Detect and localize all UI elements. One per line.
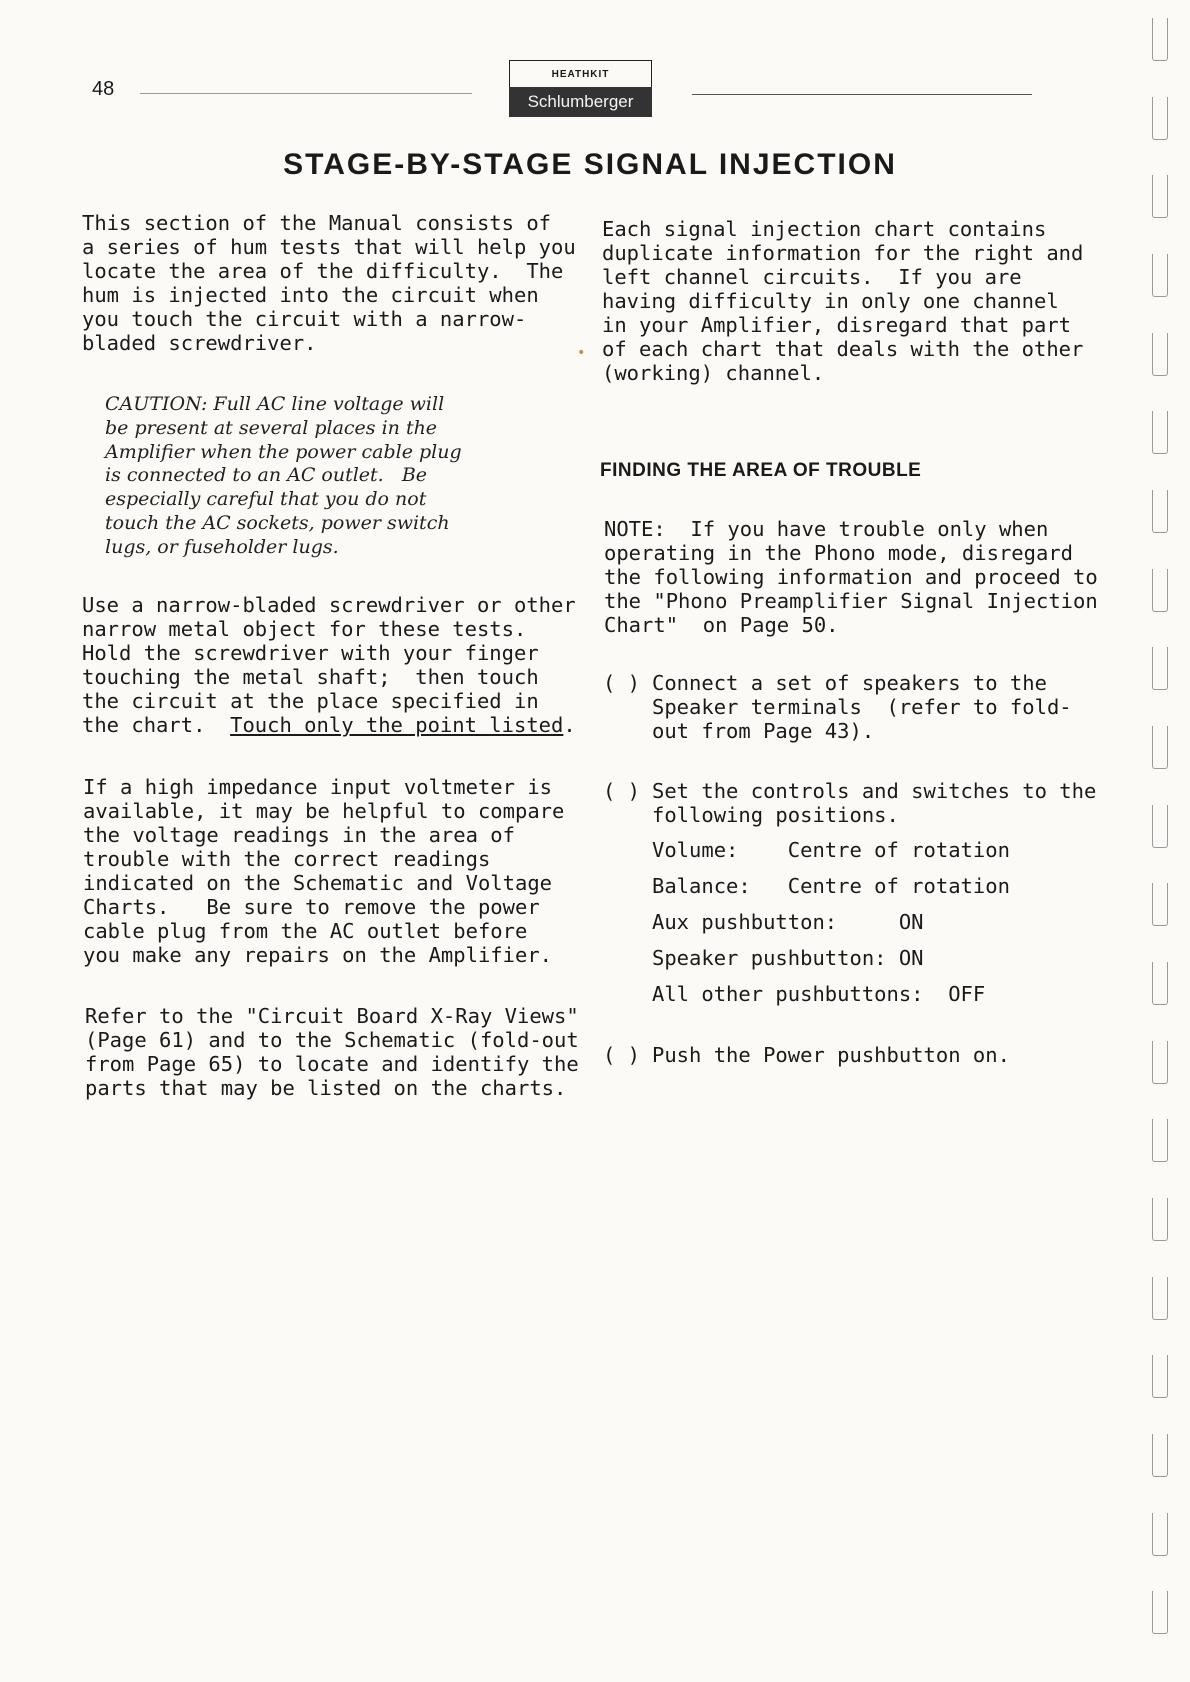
phono-note: NOTE: If you have trouble only when operating in the Phono mode, disregard the following information and proceed to the "Phono Preamplifier Signal Injection Chart" on Page 50. [604,517,1098,637]
checkbox[interactable]: ( ) [603,779,641,803]
binder-tab [1152,97,1168,140]
binder-tab [1152,1434,1168,1477]
chart-info-paragraph: Each signal injection chart contains duplicate information for the right and left channel circuits. If you are having difficulty in only one channel in your Amplifier, disregard that part of each chart that deals with the other (working) channel. [602,217,1084,385]
caution-note: CAUTION: Full AC line voltage will be present at several places in the Amplifier when the power cable plug is connected to an AC outlet. Be especially careful that you do not touch the AC sockets, power switch lugs, or fuseholder lugs. [105,393,462,558]
intro-paragraph: This section of the Manual consists of a series of hum tests that will help you locate the area of the difficulty. The hum is injected into the circuit when you touch the circuit with a narrow- bladed screwdriver. [82,211,576,355]
setting-other: All other pushbuttons: OFF [652,982,986,1006]
checkbox[interactable]: ( ) [603,671,641,695]
page-number: 48 [92,78,115,100]
binder-tab [1152,175,1168,218]
header-rule-left [140,93,472,94]
margin-mark: • [577,345,586,361]
step-text: Set the controls and switches to the following positions. [652,779,1097,827]
screwdriver-text-end: . [563,713,576,737]
binder-tab [1152,962,1168,1005]
binder-tab [1152,1355,1168,1398]
binder-tab [1152,490,1168,533]
binder-tab [1152,1041,1168,1084]
binder-tab [1152,805,1168,848]
setting-speaker: Speaker pushbutton: ON [652,946,924,970]
binder-tab [1152,333,1168,376]
binder-tab [1152,1277,1168,1320]
brand-heathkit: HEATHKIT [509,60,652,87]
binder-tab [1152,254,1168,297]
setting-aux: Aux pushbutton: ON [652,910,924,934]
setting-balance: Balance: Centre of rotation [652,874,1010,898]
binder-tab [1152,569,1168,612]
binder-tab [1152,411,1168,454]
brand-schlumberger: Schlumberger [509,87,652,117]
step-text: Push the Power pushbutton on. [652,1043,1010,1067]
page-title: STAGE-BY-STAGE SIGNAL INJECTION [283,148,897,181]
binder-tab [1152,1119,1168,1162]
checkbox[interactable]: ( ) [603,1043,641,1067]
binder-tab [1152,1513,1168,1556]
binder-tab [1152,1198,1168,1241]
voltmeter-paragraph: If a high impedance input voltmeter is available, it may be helpful to compare the voltage readings in the area of trouble with the correct readings indicated on the Schematic and Voltage Charts. Be sure to remove the power cable plug from the AC outlet before you make any repairs on the Amplifier. [83,775,565,967]
brand-logo [509,60,652,118]
binder-tab [1152,18,1168,61]
section-heading: FINDING THE AREA OF TROUBLE [600,460,922,481]
binder-tab [1152,883,1168,926]
screwdriver-paragraph [82,593,576,737]
setting-volume: Volume: Centre of rotation [652,838,1010,862]
binder-tab [1152,647,1168,690]
refer-paragraph: Refer to the "Circuit Board X-Ray Views" (Page 61) and to the Schematic (fold-out from Page 65) to locate and identify the parts that may be listed on the charts. [85,1004,579,1100]
binder-tab [1152,726,1168,769]
header-rule-right [692,94,1032,95]
underlined-instruction: Touch only the point listed [230,713,564,737]
step-text: Connect a set of speakers to the Speaker terminals (refer to fold- out from Page 43). [652,671,1072,743]
screwdriver-text: Use a narrow-bladed screwdriver or other narrow metal object for these tests. Hold the screwdriver with your finger touching the metal shaft; then touch the circuit at the place specified in the chart. [82,593,576,737]
binder-tab [1152,1591,1168,1634]
